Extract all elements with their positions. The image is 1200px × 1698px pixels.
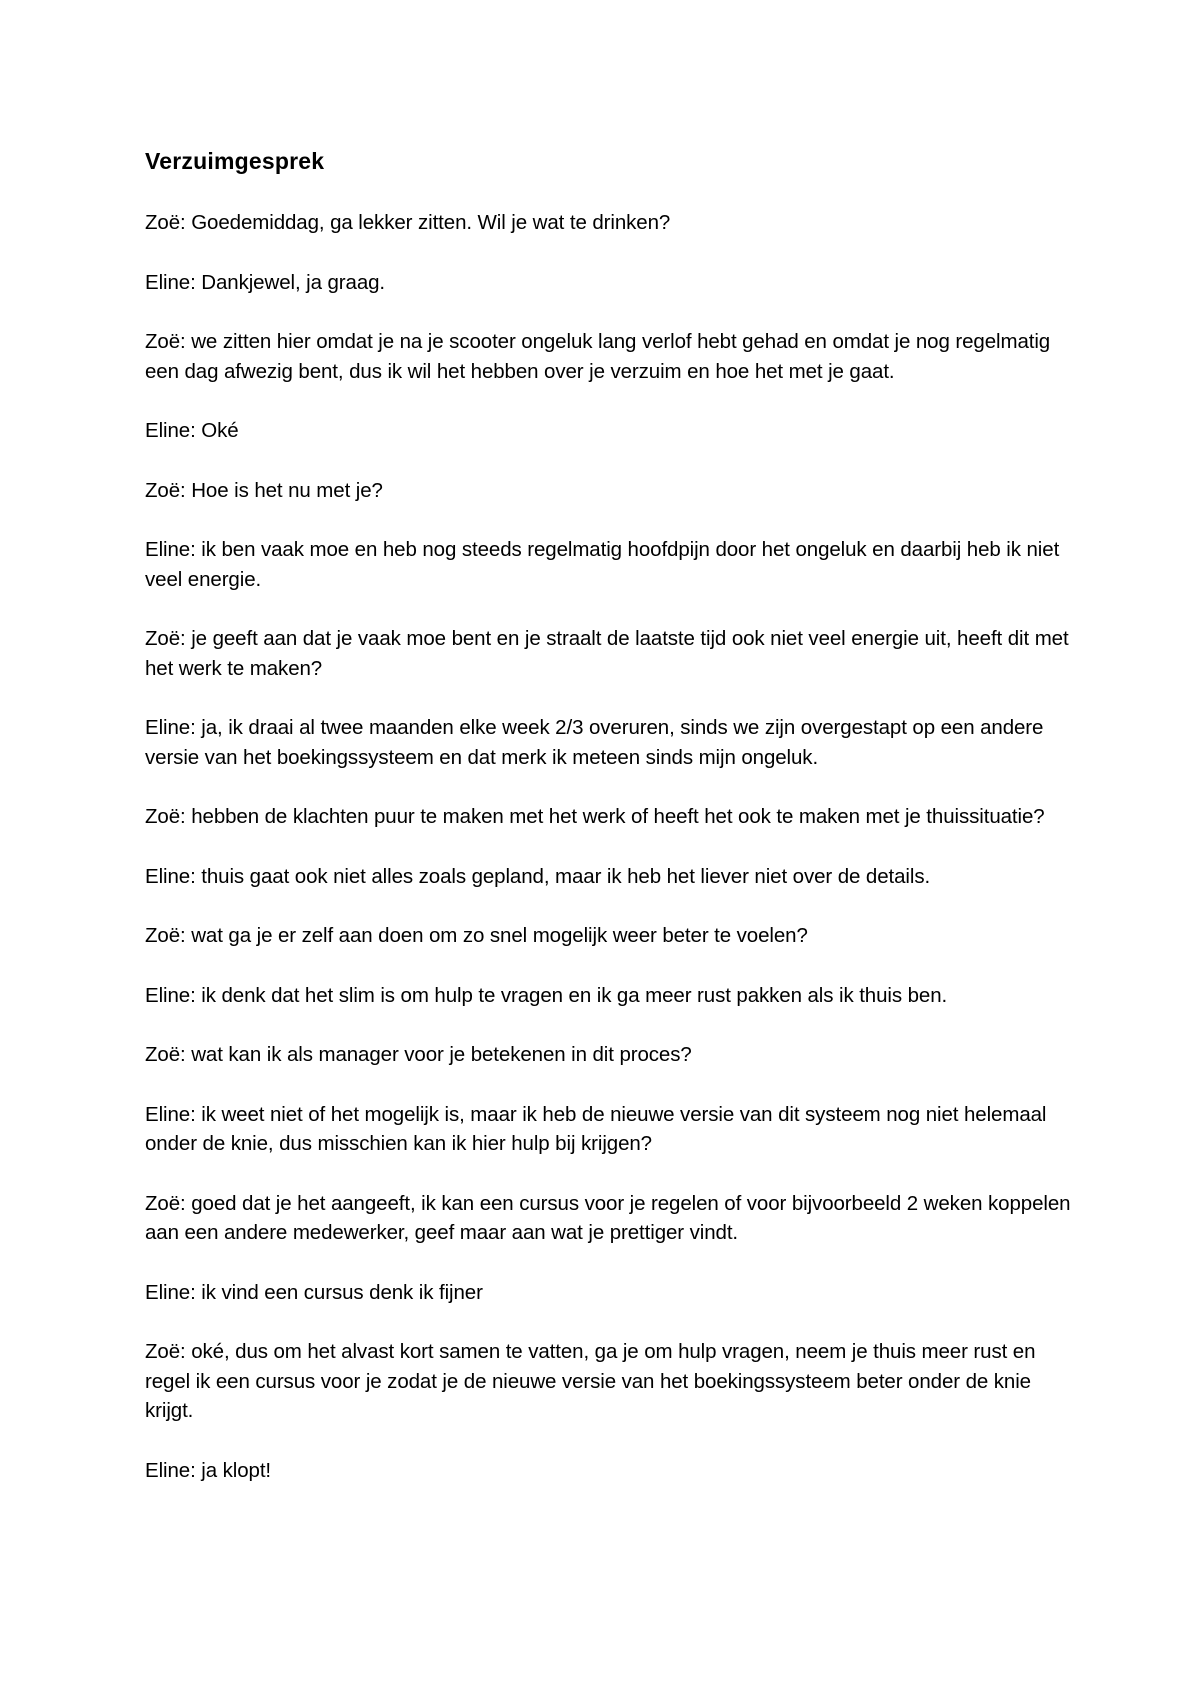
dialogue-line: Eline: ik weet niet of het mogelijk is, maar ik heb de nieuwe versie van dit systeem nog niet helemaal onder de knie, dus misschien kan ik hier hulp bij krijgen? (145, 1102, 1047, 1155)
dialogue-line: Zoë: oké, dus om het alvast kort samen te vatten, ga je om hulp vragen, neem je thuis meer rust en regel ik een cursus voor je zodat je de nieuwe versie van het boekingssysteem beter onder de knie krijgt. (145, 1340, 1036, 1422)
dialogue-line: Zoë: wat kan ik als manager voor je betekenen in dit proces? (145, 1043, 692, 1066)
dialogue-line: Eline: thuis gaat ook niet alles zoals gepland, maar ik heb het liever niet over de details. (145, 864, 931, 888)
dialogue-line: Zoë: je geeft aan dat je vaak moe bent en je straalt de laatste tijd ook niet veel energie uit, heeft dit met het werk te maken? (145, 627, 1069, 680)
dialogue-line: Eline: ik vind een cursus denk ik fijner (145, 1280, 483, 1304)
dialogue-line: Zoë: Goedemiddag, ga lekker zitten. Wil je wat te drinken? (145, 211, 671, 234)
dialogue-line: Zoë: we zitten hier omdat je na je scooter ongeluk lang verlof hebt gehad en omdat je nog regelmatig een dag afwezig bent, dus ik wil het hebben over je verzuim en hoe het met je gaat. (145, 330, 1051, 383)
dialogue-line: Zoë: Hoe is het nu met je? (145, 478, 383, 502)
dialogue-line: Eline: ja, ik draai al twee maanden elke week 2/3 overuren, sinds we zijn overgestapt op een andere versie van het boekingssysteem en dat merk ik meteen sinds mijn ongeluk. (145, 716, 1044, 769)
dialogue-line: Eline: ik ben vaak moe en heb nog steeds regelmatig hoofdpijn door het ongeluk en daarbij heb ik niet veel energie. (145, 538, 1060, 591)
dialogue-line: Zoë: hebben de klachten puur te maken met het werk of heeft het ook te maken met je thuissituatie? (145, 805, 1045, 828)
document-title: Verzuimgesprek (145, 148, 325, 174)
dialogue-line: Zoë: goed dat je het aangeeft, ik kan een cursus voor je regelen of voor bijvoorbeeld 2 weken koppelen aan een andere medewerker, geef maar aan wat je prettiger vindt. (145, 1191, 1071, 1244)
dialogue-line: Zoë: wat ga je er zelf aan doen om zo snel mogelijk weer beter te voelen? (145, 924, 808, 947)
document-body (145, 146, 1075, 1515)
dialogue-line: Eline: ja klopt! (145, 1458, 272, 1482)
dialogue-line: Eline: ik denk dat het slim is om hulp te vragen en ik ga meer rust pakken als ik thuis ben. (145, 983, 948, 1007)
dialogue-line: Eline: Dankjewel, ja graag. (145, 270, 386, 294)
dialogue-line: Eline: Oké (145, 419, 239, 442)
